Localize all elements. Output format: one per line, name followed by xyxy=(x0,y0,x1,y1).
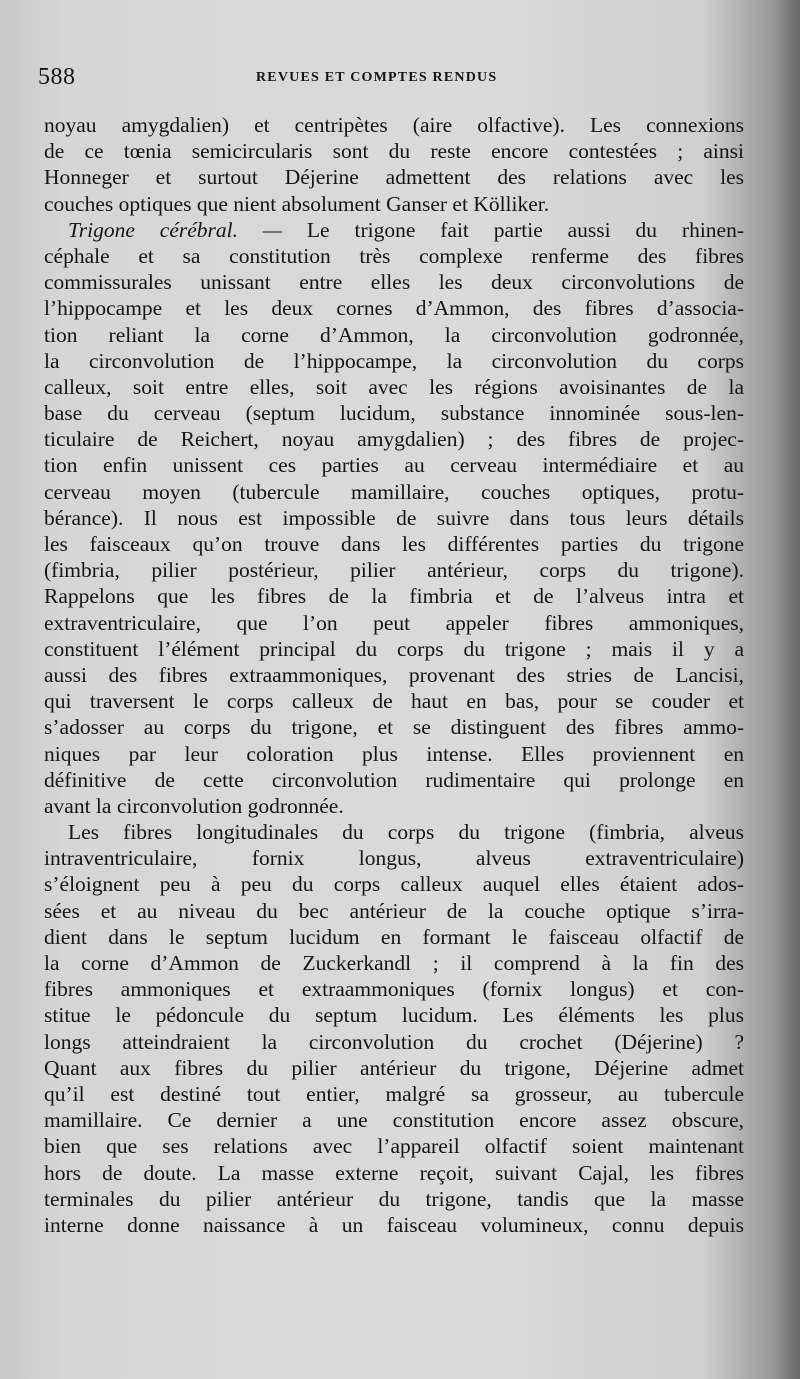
text-line: la circonvolution de l’hippocampe, la circonvolution du corps xyxy=(44,348,744,373)
paragraph-start-line xyxy=(44,217,744,243)
text-line: intraventriculaire, fornix longus, alveus extraventriculaire) xyxy=(44,846,744,871)
text-line: extraventriculaire, que l’on peut appeler fibres ammoniques, xyxy=(44,610,744,635)
text-line: les faisceaux qu’on trouve dans les différentes parties du trigone xyxy=(44,532,744,556)
text-line: qu’il est destiné tout entier, malgré sa grosseur, au tubercule xyxy=(44,1081,744,1106)
text-line: constituent l’élément principal du corps du trigone ; mais il y a xyxy=(44,636,744,661)
text-line: l’hippocampe et les deux cornes d’Ammon, des fibres d’associa- xyxy=(44,296,744,321)
text-line: (fimbria, pilier postérieur, pilier antérieur, corps du trigone). xyxy=(44,558,744,583)
text-line: niques par leur coloration plus intense. Elles proviennent en xyxy=(44,741,744,766)
text-line: définitive de cette circonvolution rudimentaire qui prolonge en xyxy=(44,767,744,792)
text-line: Rappelons que les fibres de la fimbria et de l’alveus intra et xyxy=(44,584,744,609)
page-header xyxy=(38,64,738,94)
text-line: avant la circonvolution godronnée. xyxy=(44,793,344,818)
text-line: noyau amygdalien) et centripètes (aire olfactive). Les connexions xyxy=(44,113,744,137)
text-line: bien que ses relations avec l’appareil olfactif soient maintenant xyxy=(44,1134,744,1159)
text-line: longs atteindraient la circonvolution du crochet (Déjerine) ? xyxy=(44,1029,744,1054)
text-run: Le trigone fait partie aussi du rhinen- xyxy=(306,217,744,242)
text-line: Les fibres longitudinales du corps du trigone (fimbria, alveus xyxy=(68,820,744,845)
text-line: base du cerveau (septum lucidum, substance innominée sous-len- xyxy=(44,401,744,426)
text-line: de ce tœnia semicircularis sont du reste encore contestées ; ainsi xyxy=(44,139,744,164)
text-line: interne donne naissance à un faisceau volumineux, connu depuis xyxy=(44,1212,744,1237)
text-line: s’adosser au corps du trigone, et se distinguent des fibres ammo- xyxy=(44,715,744,740)
text-line: dient dans le septum lucidum en formant le faisceau olfactif de xyxy=(44,924,744,949)
text-line: hors de doute. La masse externe reçoit, suivant Cajal, les fibres xyxy=(44,1160,744,1185)
text-line: qui traversent le corps calleux de haut en bas, pour se couder et xyxy=(44,689,744,714)
text-line: mamillaire. Ce dernier a une constitution encore assez obscure, xyxy=(44,1108,744,1133)
running-title: REVUES ET COMPTES RENDUS xyxy=(256,70,498,85)
text-line: céphale et sa constitution très complexe renferme des fibres xyxy=(44,243,744,268)
text-line: s’éloignent peu à peu du corps calleux auquel elles étaient ados- xyxy=(44,872,744,897)
text-line: tion enfin unissent ces parties au cerveau intermédiaire et au xyxy=(44,453,744,478)
text-line: terminales du pilier antérieur du trigone, tandis que la masse xyxy=(44,1186,744,1211)
text-line: ticulaire de Reichert, noyau amygdalien) ; des fibres de projec- xyxy=(44,427,744,452)
text-line: cerveau moyen (tubercule mamillaire, couches optiques, protu- xyxy=(44,479,744,504)
text-line: la corne d’Ammon de Zuckerkandl ; il comprend à la fin des xyxy=(44,951,744,975)
text-line: tion reliant la corne d’Ammon, la circonvolution godronnée, xyxy=(44,322,744,347)
text-line: Honneger et surtout Déjerine admettent des relations avec les xyxy=(44,165,744,190)
body-text xyxy=(44,112,744,1238)
text-line: commissurales unissant entre elles les deux circonvolutions de xyxy=(44,270,744,295)
text-line: aussi des fibres extraammoniques, provenant des stries de Lancisi, xyxy=(44,662,744,687)
text-line: calleux, soit entre elles, soit avec les régions avoisinantes de la xyxy=(44,374,744,399)
text-line: stitue le pédoncule du septum lucidum. Les éléments les plus xyxy=(44,1003,744,1028)
text-line: sées et au niveau du bec antérieur de la couche optique s’irra- xyxy=(44,898,744,923)
text-line: bérance). Il nous est impossible de suivre dans tous leurs détails xyxy=(44,505,744,530)
text-line: Quant aux fibres du pilier antérieur du trigone, Déjerine admet xyxy=(44,1055,744,1080)
text-line: couches optiques que nient absolument Ganser et Kölliker. xyxy=(44,191,550,216)
page-number: 588 xyxy=(38,64,76,90)
section-heading: Trigone cérébral. — xyxy=(68,217,283,242)
text-line: fibres ammoniques et extraammoniques (fornix longus) et con- xyxy=(44,977,744,1002)
